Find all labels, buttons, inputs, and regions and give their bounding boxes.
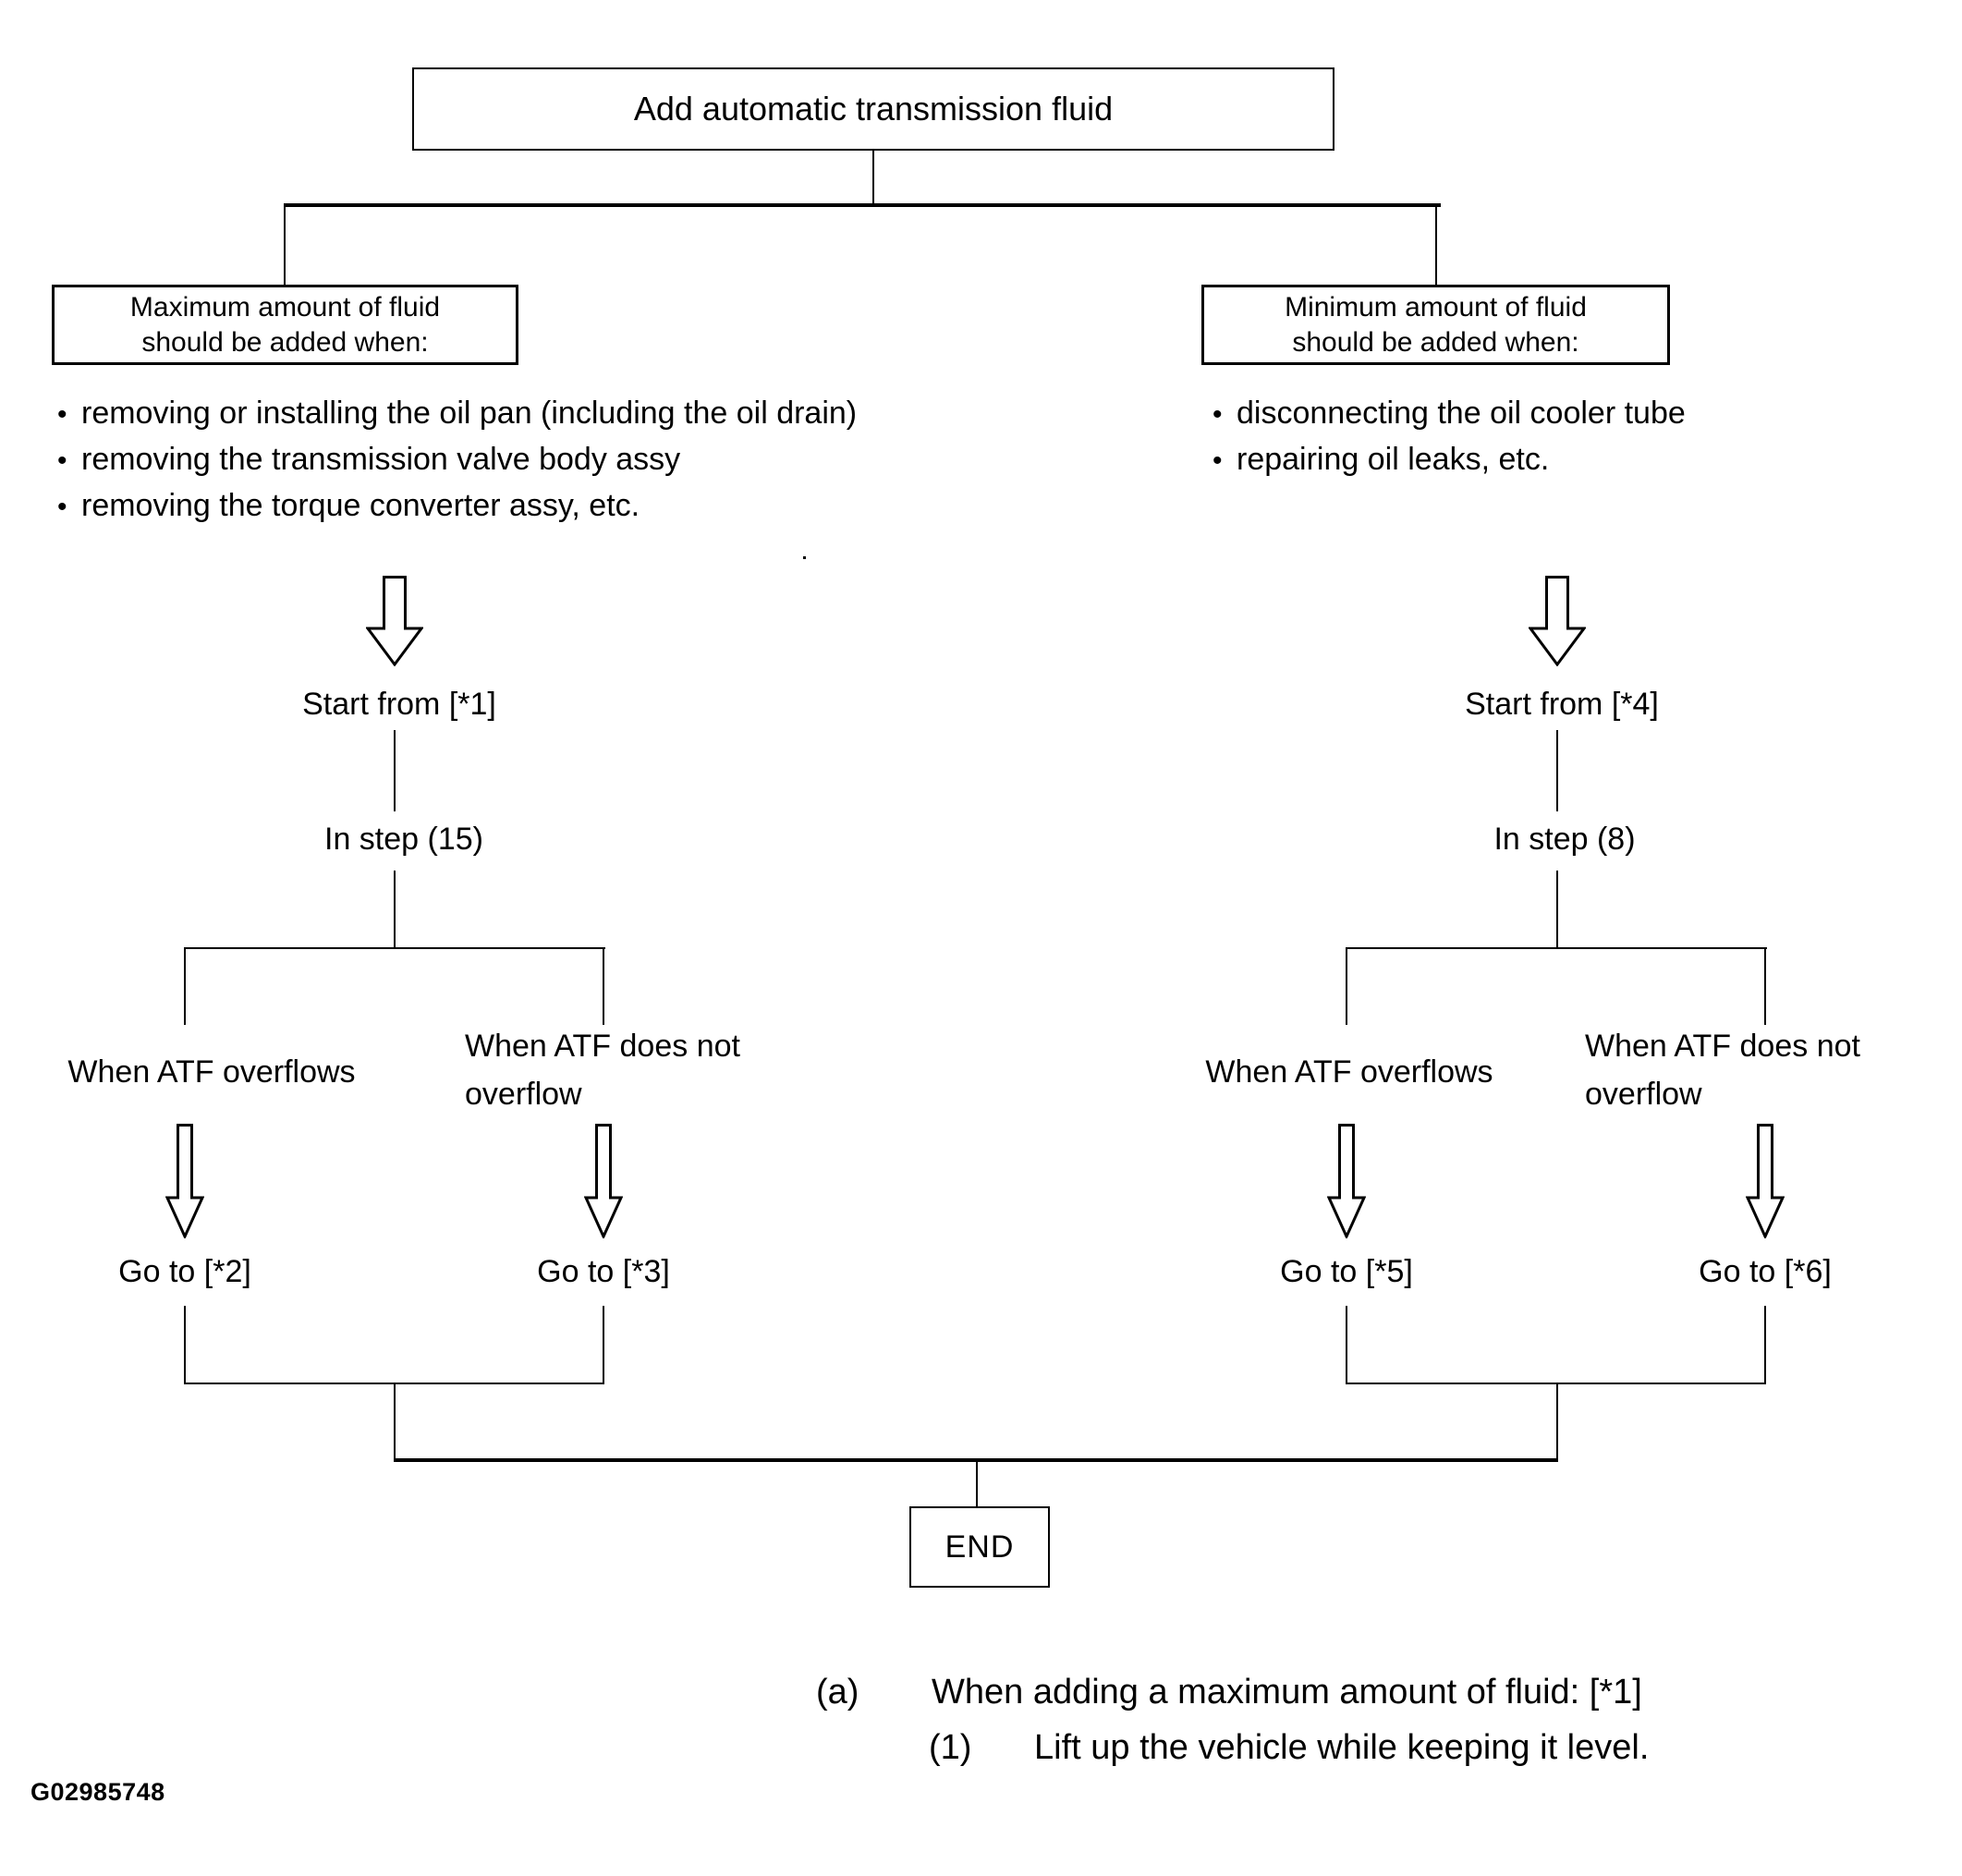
in-step-15-label: In step (15) [324, 822, 483, 857]
connector-right-split-drop-2 [1764, 949, 1766, 1025]
bullet-marker: • [57, 492, 67, 522]
right-overflow-label: When ATF overflows [1205, 1054, 1493, 1090]
right-no-overflow-line1: When ATF does not [1585, 1029, 1860, 1064]
down-arrow-icon [165, 1124, 204, 1238]
down-arrow-icon [366, 576, 423, 666]
goto-5-label: Go to [*5] [1280, 1254, 1413, 1289]
root-node-label: Add automatic transmission fluid [633, 90, 1114, 128]
min-fluid-header-box [1201, 285, 1670, 365]
connector-left-split-bar [184, 947, 605, 949]
connector-right-header-drop [1435, 207, 1437, 285]
right-no-overflow-line2: overflow [1585, 1077, 1702, 1112]
bullet-text: repairing oil leaks, etc. [1237, 442, 1550, 477]
end-node-label: END [944, 1529, 1015, 1565]
connector-left-split-drop-2 [603, 949, 604, 1025]
start-from-1-label: Start from [*1] [302, 687, 496, 722]
note-a-marker: (a) [816, 1673, 859, 1712]
left-no-overflow-line1: When ATF does not [465, 1029, 740, 1064]
connector-goto2-drop [184, 1306, 186, 1384]
connector-right-merge-drop [1556, 1384, 1558, 1460]
connector-right-step-split [1556, 871, 1558, 948]
connector-left-start-step [394, 730, 396, 811]
max-fluid-header-line2: should be added when: [141, 326, 429, 358]
list-item [1213, 391, 1686, 437]
connector-left-split-drop-1 [184, 949, 186, 1025]
start-from-4-label: Start from [*4] [1465, 687, 1659, 722]
min-fluid-header-line1: Minimum amount of fluid [1285, 291, 1587, 323]
in-step-8-label: In step (8) [1493, 822, 1636, 857]
figure-code: G02985748 [30, 1778, 165, 1806]
connector-end-drop [976, 1462, 978, 1508]
bullet-marker: • [57, 399, 67, 430]
list-item [57, 483, 857, 530]
max-fluid-bullet-list [57, 391, 857, 530]
goto-2-label: Go to [*2] [118, 1254, 251, 1289]
goto-6-label: Go to [*6] [1699, 1254, 1832, 1289]
list-item [57, 391, 857, 437]
connector-right-split-bar [1346, 947, 1767, 949]
down-arrow-icon [1327, 1124, 1366, 1238]
connector-right-split-drop-1 [1346, 949, 1347, 1025]
note-a-text: When adding a maximum amount of fluid: [*1] [932, 1673, 1642, 1712]
left-no-overflow-label [465, 1022, 740, 1118]
goto-3-label: Go to [*3] [537, 1254, 670, 1289]
note-1-text: Lift up the vehicle while keeping it level. [1034, 1728, 1650, 1767]
print-speck-dot [803, 556, 806, 559]
bullet-marker: • [1213, 445, 1223, 476]
down-arrow-icon [1746, 1124, 1785, 1238]
left-no-overflow-line2: overflow [465, 1077, 582, 1112]
connector-goto5-drop [1346, 1306, 1347, 1384]
connector-right-start-step [1556, 730, 1558, 811]
min-fluid-bullet-list [1213, 391, 1686, 483]
bullet-text: removing the transmission valve body assy [81, 442, 681, 477]
down-arrow-icon [584, 1124, 623, 1238]
bullet-text: removing or installing the oil pan (including the oil drain) [81, 396, 858, 431]
bullet-marker: • [57, 445, 67, 476]
bullet-text: removing the torque converter assy, etc. [81, 488, 640, 523]
list-item [57, 437, 857, 483]
bullet-marker: • [1213, 399, 1223, 430]
min-fluid-header-line2: should be added when: [1292, 326, 1579, 358]
connector-root-drop [872, 151, 874, 205]
left-overflow-label: When ATF overflows [67, 1054, 356, 1090]
connector-top-branch-bar [284, 203, 1441, 207]
connector-left-step-split [394, 871, 396, 948]
right-no-overflow-label [1585, 1022, 1860, 1118]
note-1-marker: (1) [929, 1728, 972, 1767]
down-arrow-icon [1529, 576, 1586, 666]
connector-goto6-drop [1764, 1306, 1766, 1384]
connector-left-merge-drop [394, 1384, 396, 1460]
list-item [1213, 437, 1686, 483]
max-fluid-header-line1: Maximum amount of fluid [129, 291, 441, 323]
bullet-text: disconnecting the oil cooler tube [1237, 396, 1686, 431]
max-fluid-header-box [52, 285, 518, 365]
connector-left-header-drop [284, 207, 286, 285]
connector-goto3-drop [603, 1306, 604, 1384]
end-node-box [909, 1506, 1050, 1588]
root-node-box [412, 67, 1334, 151]
